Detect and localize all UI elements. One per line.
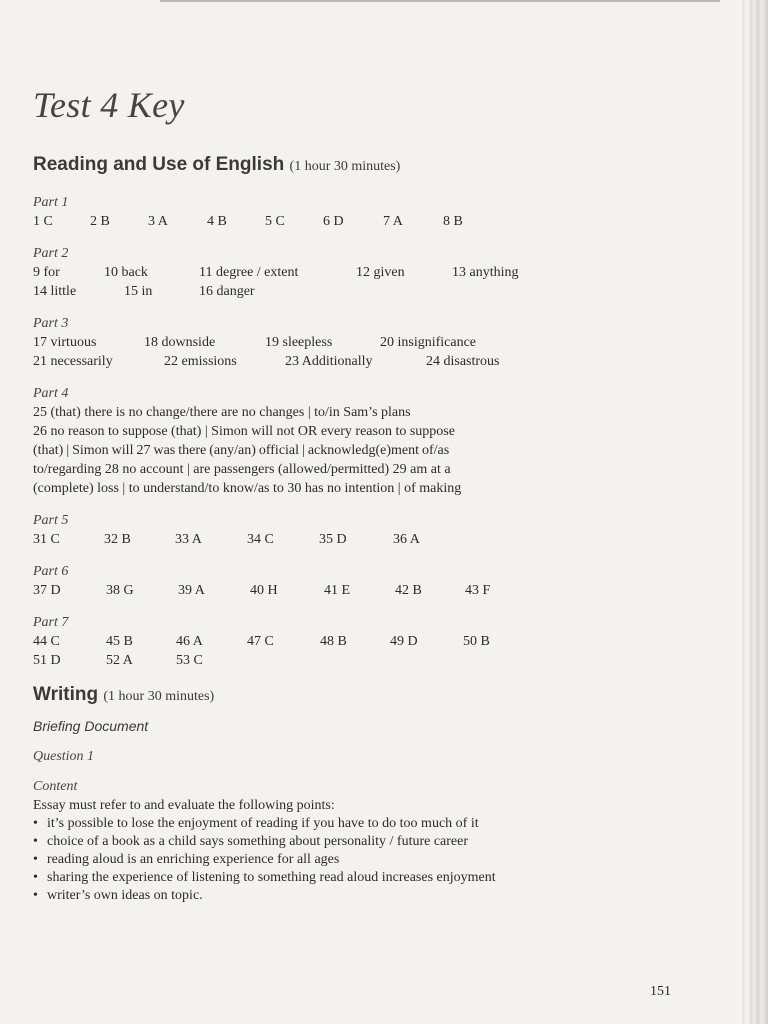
- answer: 8 B: [443, 214, 463, 229]
- part7-title: Part 7: [33, 615, 69, 630]
- part7-row2: [33, 651, 723, 670]
- part3-row2: [33, 352, 723, 371]
- answer: 3 A: [148, 214, 168, 229]
- answer: 2 B: [90, 214, 110, 229]
- list-item: • sharing the experience of listening to something read aloud increases enjoyment: [33, 869, 723, 887]
- page-title: Test 4 Key: [33, 85, 185, 125]
- answer: 49 D: [390, 634, 418, 649]
- answer: 39 A: [178, 583, 205, 598]
- part2-title: Part 2: [33, 246, 69, 261]
- answer: 17 virtuous: [33, 335, 97, 350]
- answer: 15 in: [124, 284, 153, 299]
- answer-line: (complete) loss | to understand/to know/as to 30 has no intention | of making: [33, 481, 462, 496]
- writing-heading-text: Writing: [33, 684, 99, 705]
- answer: 42 B: [395, 583, 422, 598]
- answer: 7 A: [383, 214, 403, 229]
- answer: 46 A: [176, 634, 203, 649]
- answer: 43 F: [465, 583, 491, 598]
- answer: 35 D: [319, 532, 347, 547]
- answer: 34 C: [247, 532, 274, 547]
- content-label: Content: [33, 779, 78, 794]
- list-item: • choice of a book as a child says something about personality / future career: [33, 833, 723, 851]
- part2-row2: [33, 282, 723, 301]
- answer: 10 back: [104, 265, 148, 280]
- part4-answers: [33, 403, 723, 498]
- answer: 13 anything: [452, 265, 519, 280]
- answer: 38 G: [106, 583, 134, 598]
- answer: 18 downside: [144, 335, 216, 350]
- part1-title: Part 1: [33, 195, 69, 210]
- writing-subheading: Briefing Document: [33, 718, 149, 734]
- answer: 36 A: [393, 532, 420, 547]
- answer: 23 Additionally: [285, 354, 373, 369]
- answer: 22 emissions: [164, 354, 237, 369]
- part4-title: Part 4: [33, 386, 69, 401]
- answer: 1 C: [33, 214, 53, 229]
- answer: 11 degree / extent: [199, 265, 299, 280]
- part5-title: Part 5: [33, 513, 69, 528]
- answer: 14 little: [33, 284, 77, 299]
- top-rule: [160, 0, 720, 2]
- answer: 16 danger: [199, 284, 255, 299]
- question-title: Question 1: [33, 749, 95, 764]
- answer: 51 D: [33, 653, 61, 668]
- part3-title: Part 3: [33, 316, 69, 331]
- answer-line: 26 no reason to suppose (that) | Simon will not OR every reason to suppose: [33, 424, 455, 439]
- part5-answers: [33, 530, 723, 549]
- answer: 24 disastrous: [426, 354, 500, 369]
- answer: 50 B: [463, 634, 490, 649]
- part1-answers: [33, 212, 723, 231]
- writing-time: (1 hour 30 minutes): [103, 689, 215, 704]
- answer: 48 B: [320, 634, 347, 649]
- page-number: 151: [650, 984, 671, 999]
- page-edge: [742, 0, 768, 1024]
- list-item: • writer’s own ideas on topic.: [33, 887, 723, 905]
- writing-heading: [33, 684, 723, 706]
- answer-line: to/regarding 28 no account | are passengers (allowed/permitted) 29 am at a: [33, 462, 451, 477]
- answer: 12 given: [356, 265, 405, 280]
- answer-line: 25 (that) there is no change/there are no changes | to/in Sam’s plans: [33, 405, 411, 420]
- answer: 31 C: [33, 532, 60, 547]
- answer: 37 D: [33, 583, 61, 598]
- answer: 41 E: [324, 583, 351, 598]
- part6-answers: [33, 581, 723, 600]
- answer: 20 insignificance: [380, 335, 477, 350]
- answer: 40 H: [250, 583, 278, 598]
- answer: 44 C: [33, 634, 60, 649]
- list-item: • reading aloud is an enriching experience for all ages: [33, 851, 723, 869]
- part2-row1: [33, 263, 723, 282]
- answer: 19 sleepless: [265, 335, 333, 350]
- reading-time: (1 hour 30 minutes): [289, 159, 401, 174]
- answer-line: (that) | Simon will 27 was there (any/an) official | acknowledg(e)ment of/as: [33, 443, 450, 458]
- answer-key: [33, 84, 723, 905]
- part7-row1: [33, 632, 723, 651]
- answer: 32 B: [104, 532, 131, 547]
- answer: 47 C: [247, 634, 274, 649]
- answer: 21 necessarily: [33, 354, 113, 369]
- reading-heading: [33, 154, 723, 176]
- answer: 6 D: [323, 214, 344, 229]
- content-points: [33, 815, 723, 905]
- answer: 4 B: [207, 214, 227, 229]
- reading-heading-text: Reading and Use of English: [33, 154, 285, 175]
- part6-title: Part 6: [33, 564, 69, 579]
- answer: 45 B: [106, 634, 133, 649]
- part3-row1: [33, 333, 723, 352]
- list-item: • it’s possible to lose the enjoyment of reading if you have to do too much of it: [33, 815, 723, 833]
- answer: 52 A: [106, 653, 133, 668]
- content-intro: Essay must refer to and evaluate the following points:: [33, 798, 335, 813]
- answer: 5 C: [265, 214, 285, 229]
- answer: 33 A: [175, 532, 202, 547]
- answer: 9 for: [33, 265, 60, 280]
- answer: 53 C: [176, 653, 203, 668]
